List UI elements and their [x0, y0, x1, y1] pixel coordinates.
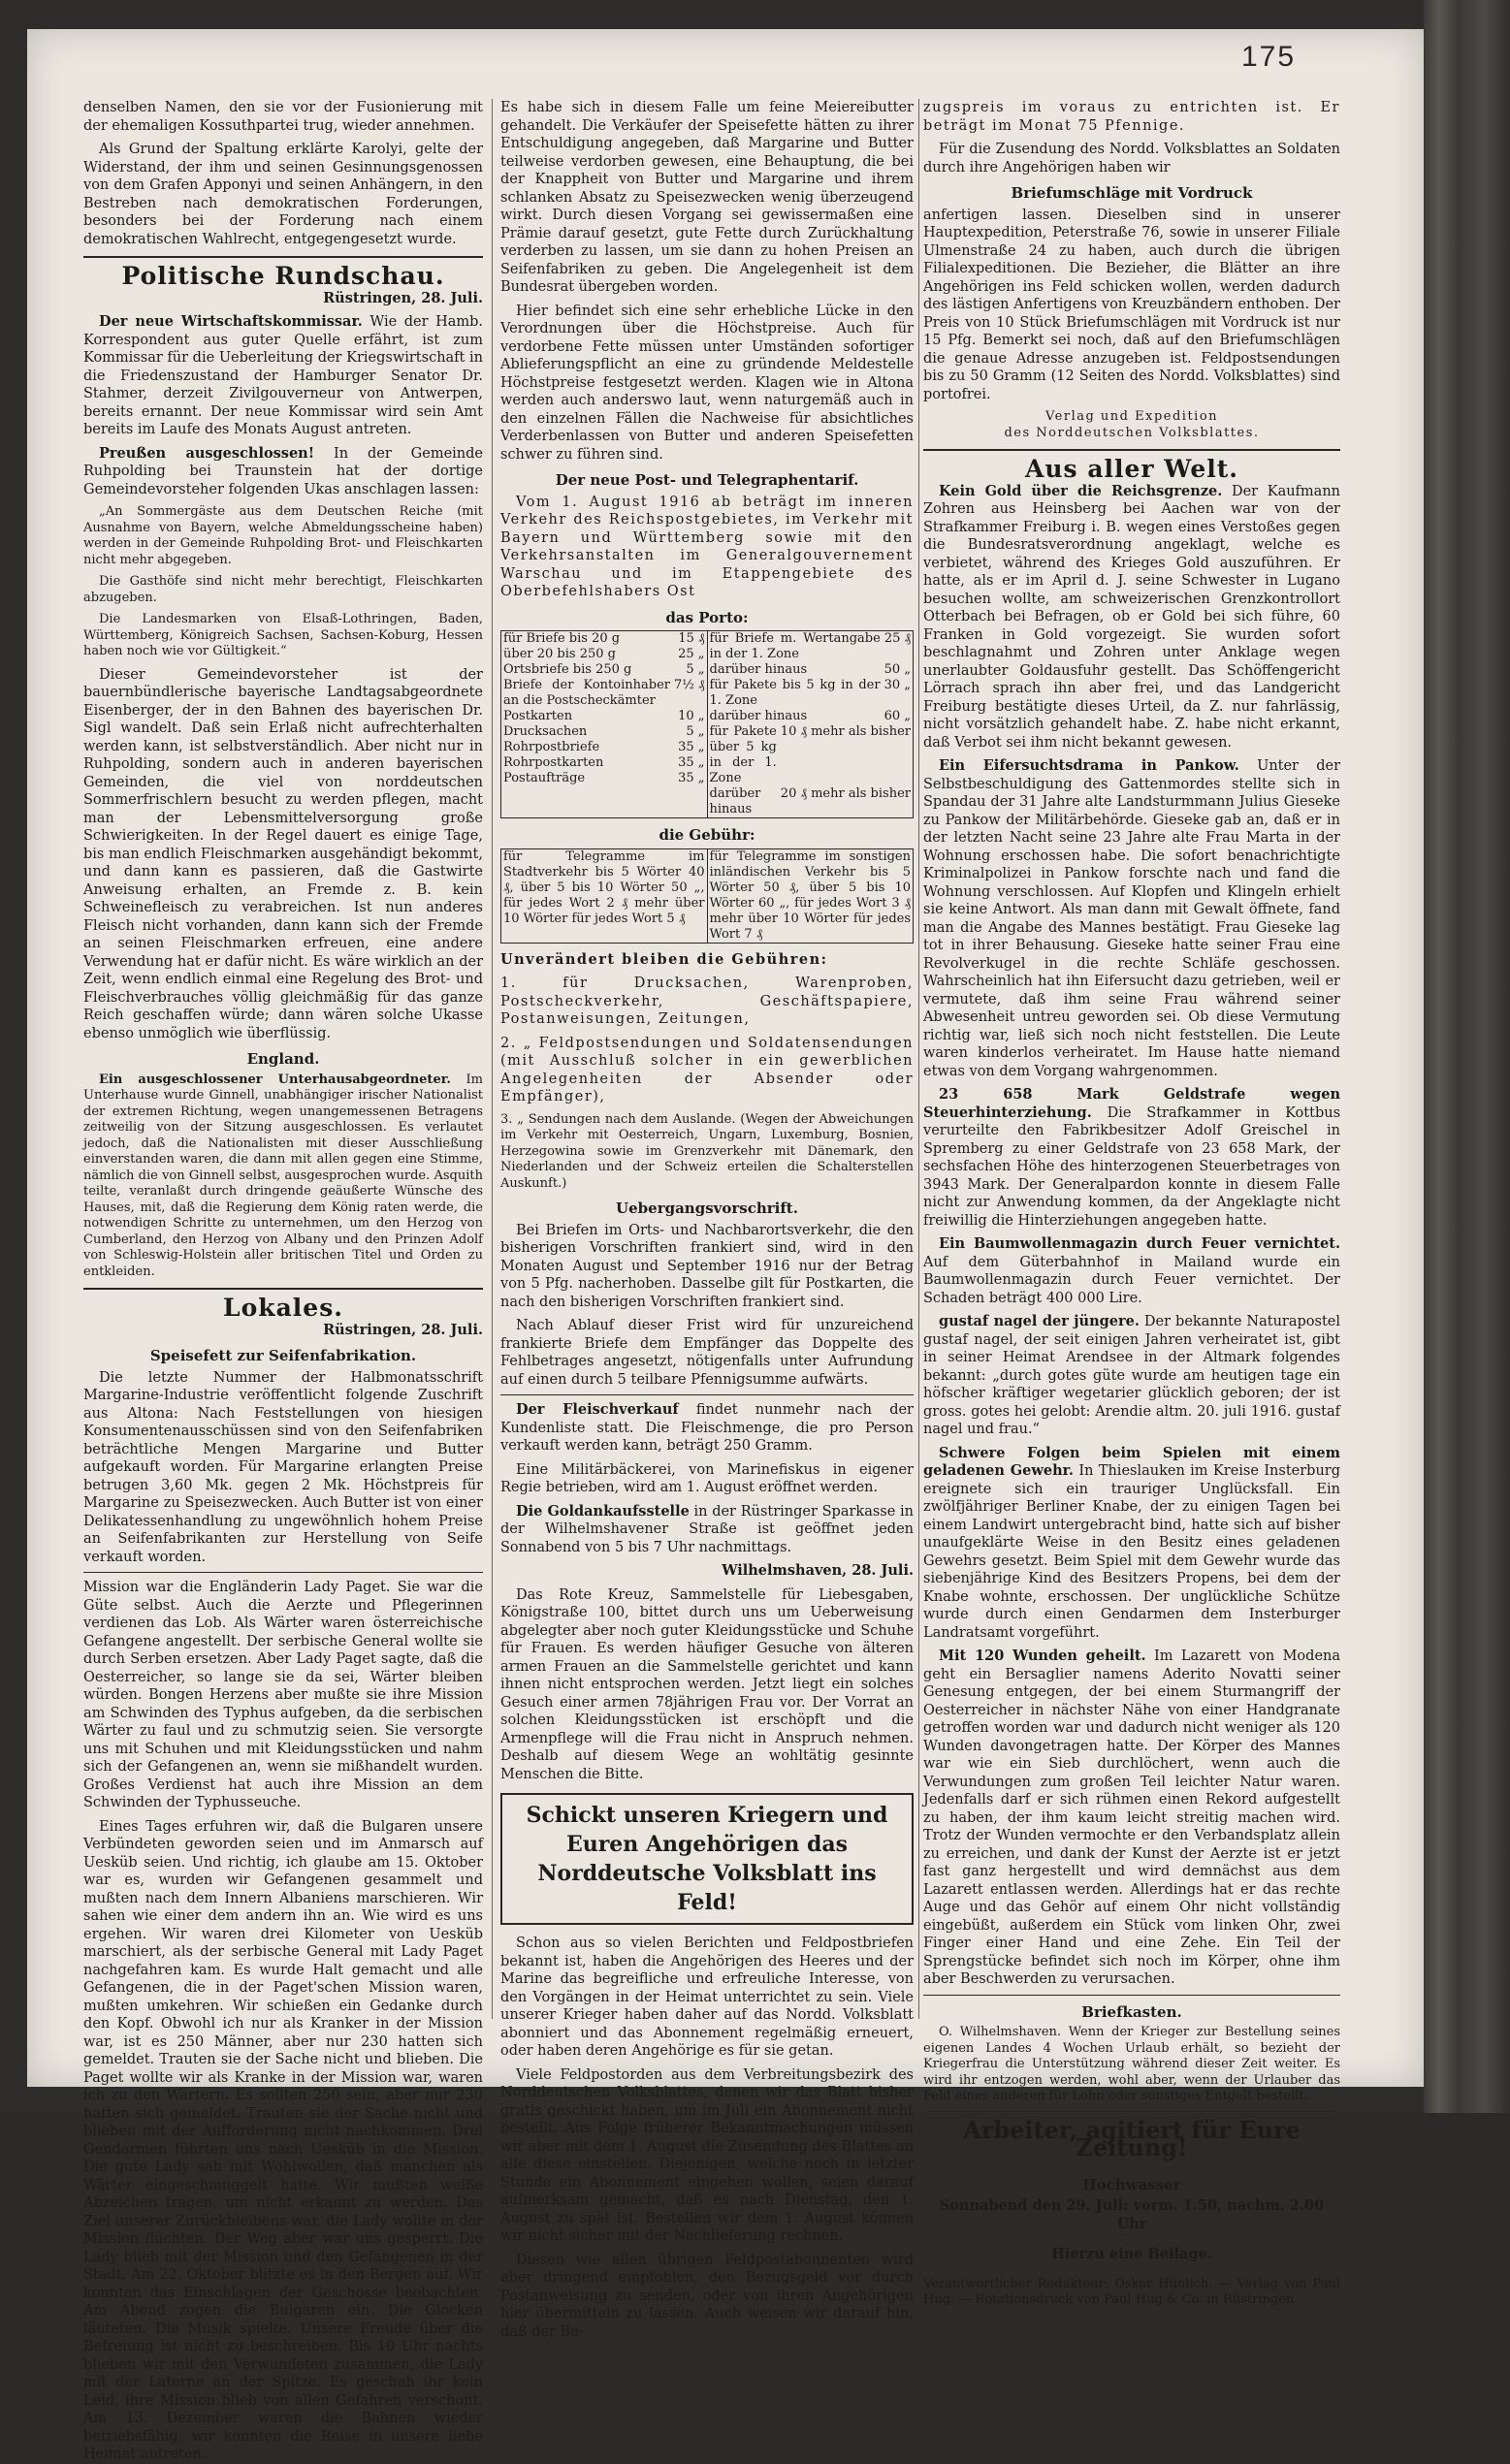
divider — [923, 1995, 1340, 1996]
column-2 — [500, 99, 914, 2340]
paragraph-heading: Ein ausgeschlossener Unterhausabgeordneter. — [99, 1072, 451, 1087]
rate-value: 10 ₰ mehr als bisher — [780, 724, 911, 739]
paragraph-heading: Der neue Wirtschaftskommissar. — [99, 313, 363, 330]
rate-value: 35 „ — [678, 755, 705, 770]
paragraph: Eine Militärbäckerei, von Marinefiskus in eigener Regie betrieben, wird am 1. August eröffnet werden. — [500, 1461, 914, 1495]
divider — [83, 1572, 483, 1573]
paragraph: Als Grund der Spaltung erklärte Karolyi, gelte der Widerstand, der ihm und seinen Gesinnungsgenossen von dem Grafen Apponyi und seinen Anhängern, in den Bestreben nach demokratischen Forderungen, besonders bei der Forderung nach einem demokratischen Wahlrecht, entgegengesetzt wurde. — [83, 142, 483, 247]
column-1 — [83, 99, 484, 2462]
paragraph — [500, 1401, 914, 1456]
porto-right-list — [710, 631, 912, 817]
paragraph — [923, 757, 1340, 1080]
paragraph: Hier befindet sich eine sehr erhebliche Lücke in den Verordnungen über die Höchstpreise. Auch für verdorbene Fette müssen unter Umständen sofortiger Ablieferungspflicht an eine zu gründende Meldestelle Höchstpreise festgesetzt werden. Klagen wie in Altona werden auch anderswo laut, wenn naturgemäß auch in den einzelnen Fällen die Nachweise für absichtliches Verderbenlassen von Butter und anderen Speisefetten schwer zu führen sind. — [500, 303, 914, 463]
quote: Die Gasthöfe sind nicht mehr berechtigt, Fleischkarten abzugeben. — [83, 574, 483, 605]
rate-label: für Briefe bis 20 g — [503, 631, 621, 646]
dateline: Wilhelmshaven, 28. Juli. — [722, 1562, 914, 1579]
article-title: Speisefett zur Seifenfabrikation. — [149, 1347, 417, 1364]
subscription-advert: Schickt unseren Kriegern und Euren Angehörigen das Norddeutsche Volksblatt ins Feld! — [500, 1793, 914, 1925]
rate-value: 35 „ — [678, 771, 705, 785]
dateline: Rüstringen, 28. Juli. — [323, 289, 483, 306]
gebuehr-left: für Telegramme im Stadtverkehr bis 5 Wörter 40 ₰, über 5 bis 10 Wörter 50 „, für jedes Wort 2 ₰ mehr über 10 Wörter für jedes Wort 5 ₰ — [503, 848, 705, 926]
paragraph-heading: Kein Gold über die Reichsgrenze. — [939, 482, 1223, 499]
paragraph: Es habe sich in diesem Falle um feine Meiereibutter gehandelt. Die Verkäufer der Speisefette hätten zu ihrer Entschuldigung angegeben, daß Margarine und Butter teilweise verdorben gewesen, eine Behauptung, die bei der Knappheit von Butter und Margarine und ihrem schlanken Absatz zu Speisezwecken wenig überzeugend wirkt. Durch diesen Vorgang sei gewissermaßen eine Prämie darauf gesetzt, gute Fette durch Zurückhaltung verderben zu lassen, um sie dann zu hohen Preisen an Seifenfabriken zu geben. Die Angelegenheit ist dem Bundesrat übergeben worden. — [500, 100, 914, 295]
paragraph-heading: 23 658 Mark Geldstrafe wegen Steuerhinterziehung. — [923, 1086, 1340, 1121]
section-title: Aus aller Welt. — [1024, 455, 1239, 483]
divider — [923, 2167, 1340, 2168]
subsection-title: England. — [246, 1050, 320, 1068]
divider — [500, 1394, 914, 1395]
rate-label: für Briefe m. Wertangabe in der 1. Zone — [709, 631, 881, 661]
gebuehr-table — [500, 848, 914, 944]
paragraph-text: Der bekannte Naturapostel gustaf nagel, der seit einigen Jahren verheiratet ist, gibt in seiner Heimat Arendsee in der Altmark folgendes bekannt: „durch gotes güte wurde am heutigen tage ein höfscher kräftiger wegetarier glücklich geboren; der ist gross. gotes hei gelobt: Arendie altm. 20. juli 1916. gustaf nagel und frau.“ — [923, 1314, 1340, 1437]
divider — [923, 2111, 1340, 2112]
paragraph: anfertigen lassen. Dieselben sind in unserer Hauptexpedition, Peterstraße 76, sowie in unserer Filiale Ulmenstraße 24 zu haben, auch durch die übrigen Filialexpeditionen. Die Bezieher, die Blätter an ihre Angehörigen ins Feld schicken wollen, werden dadurch des lästigen Anfertigens von Kreuzbändern enthoben. Der Preis von 10 Stück Briefumschlägen mit Vordruck ist nur 15 Pfg. Bemerkt sei noch, daß auf den Briefumschlägen die genaue Adresse anzugeben ist. Feldpostsendungen bis zu 50 Gramm (12 Seiten des Nordd. Volksblattes) sind portofrei. — [923, 207, 1340, 402]
section-title: Lokales. — [223, 1294, 343, 1322]
column-divider — [918, 99, 919, 2019]
rate-row — [710, 786, 912, 817]
rate-value: 25 ₰ — [884, 631, 911, 646]
rate-value: 20 ₰ mehr als bisher — [780, 786, 911, 801]
gebuehr-right: für Telegramme im sonstigen inländischen Verkehr bis 5 Wörter 50 ₰, über 5 bis 10 Wörter 60 „, für jedes Wort 3 ₰ mehr über 10 Wörter für jedes Wort 7 ₰ — [707, 848, 914, 943]
signature: des Norddeutschen Volksblattes. — [1004, 425, 1260, 440]
rate-value: 35 „ — [678, 740, 705, 754]
rate-label: für Pakete über 5 kg in der 1. Zone — [709, 724, 777, 785]
column-3 — [923, 99, 1341, 2307]
paragraph: Das Rote Kreuz, Sammelstelle für Liebesgaben, Königstraße 100, bittet durch uns um Ueberweisung abgelegter aber noch guter Kleidungsstücke und Schuhe für Frauen. Es werden häufiger Gesuche von älteren armen Frauen an die Sammelstelle gerichtet und kann ihnen nicht entsprochen werden. Jetzt liegt ein solches Gesuch einer armen 78jährigen Frau vor. Der Vorrat an solchen Kleidungsstücken ist erschöpft und die Armenpflege will die Frau nicht in Anspruch nehmen. Deshalb auf diesem Wege an wohltätig gesinnte Menschen die Bitte. — [500, 1586, 914, 1782]
paragraph — [923, 1086, 1340, 1230]
paragraph: Die letzte Nummer der Halbmonatsschrift Margarine-Industrie veröffentlicht folgende Zuschrift aus Altona: Nach Feststellungen von hiesigen Konsumentenausschüssen sind von den Seifenfabriken beträchtliche Mengen Margarine und Butter aufgekauft worden. Für Margarine erlangten Preise betrugen 3,60 Mk. gegen 2 Mk. Höchstpreis für Margarine zu Speisezwecken. Auch Butter ist von einer Delikatessenhandlung zu ungewöhnlich hohem Preise an Seifenfabrikanten zur Herstellung von Seife verkauft worden. — [83, 1369, 483, 1565]
rate-row — [503, 709, 705, 724]
rate-row — [503, 740, 705, 755]
paragraph: Nach Ablauf dieser Frist wird für unzureichend frankierte Briefe dem Empfänger das Doppelte des Fehlbetrages angesetzt, nötigenfalls unter Aufrundung auf einen durch 5 teilbare Pfennigsumme aufwärts. — [500, 1318, 914, 1388]
subsection-title: das Porto: — [665, 608, 749, 626]
rate-label: Rohrpostkarten — [503, 755, 604, 770]
subsection-title: die Gebühr: — [659, 826, 755, 844]
rate-value: 5 „ — [686, 724, 705, 739]
rate-row — [503, 647, 705, 662]
list-item: 3. „ Sendungen nach dem Auslande. (Wegen der Abweichungen im Verkehr mit Oesterreich, Ungarn, Luxemburg, Bosnien, Herzegowina sowie im Grenzverkehr mit Dänemark, den Niederlanden und der Schweiz erteilen die Schalterstellen Auskunft.) — [500, 1111, 914, 1191]
paragraph-text: Im Unterhause wurde Ginnell, unabhängiger irischer Nationalist der extremen Richtung, wegen unangemessenen Betragens zeitweilig von der Sitzung ausgeschlossen. Es verlautet jedoch, daß die Nationalisten mit dieser Ausschließung einverstanden waren, die dann mit allen gegen eine Stimme, nämlich die von Ginnell selbst, ausgesprochen wurde. Asquith teilte, veranlaßt durch dringende geäußerte Wünsche des Hauses, mit, daß die Regierung dem König raten werde, die notwendigen Schritte zu unternehmen, um den Herzog von Cumberland, den Herzog von Albany und den Prinzen Adolf von Schleswig-Holstein aller britischen Titel und Orden zu entkleiden. — [83, 1072, 484, 1279]
paragraph-heading: Mit 120 Wunden geheilt. — [939, 1648, 1146, 1664]
quote: „An Sommergäste aus dem Deutschen Reiche (mit Ausnahme von Bayern, welche Abmeldungsscheine haben) werden in der Gemeinde Ruhpolding Brot- und Fleischkarten nicht mehr abgegeben. — [83, 504, 483, 567]
paragraph-heading: Schwere Folgen beim Spielen mit einem geladenen Gewehr. — [923, 1444, 1340, 1479]
rate-value: 30 „ — [884, 678, 911, 692]
divider — [923, 449, 1340, 451]
paragraph — [83, 313, 483, 439]
rate-value: 50 „ — [884, 662, 911, 677]
dateline: Rüstringen, 28. Juli. — [323, 1321, 483, 1338]
divider — [923, 2270, 1340, 2271]
article-title: Der neue Post- und Telegraphentarif. — [555, 471, 859, 489]
imprint: Verantwortlicher Redakteur: Oskar Hünlich. — Verlag von Paul Hug. — Rotationsdruck von Paul Hug & Co. in Rüstringen. — [923, 2276, 1340, 2307]
rate-label: Ortsbriefe bis 250 g — [503, 662, 632, 677]
divider — [83, 256, 483, 258]
divider — [83, 1288, 483, 1290]
rate-row — [503, 631, 705, 647]
divider — [923, 2239, 1340, 2240]
paragraph-heading: Ein Eifersuchtsdrama in Pankow. — [939, 757, 1239, 774]
paragraph — [500, 1503, 914, 1557]
rate-value: 10 „ — [678, 709, 705, 723]
porto-left-list — [503, 631, 705, 786]
rate-row — [503, 662, 705, 678]
rate-row — [503, 771, 705, 786]
paragraph-heading: Der Fleischverkauf — [516, 1401, 679, 1418]
paragraph-text: In der Gemeinde Ruhpolding bei Traunstein hat der dortige Gemeindevorsteher folgenden Ukas anschlagen lassen: — [83, 445, 483, 497]
paragraph — [83, 1072, 483, 1281]
signature: Verlag und Expedition — [1044, 409, 1219, 424]
rate-row — [710, 631, 912, 662]
paragraph — [923, 1445, 1340, 1643]
paragraph-text: in der Rüstringer Sparkasse in der Wilhelmshavener Straße ist geöffnet jeden Sonnabend von 5 bis 7 Uhr nachmittags. — [500, 1503, 914, 1555]
tide-times: Sonnabend den 29. Juli: vorm. 1.50, nachm. 2.00 Uhr — [939, 2197, 1325, 2232]
subsection-title: Uebergangsvorschrift. — [616, 1200, 798, 1217]
paragraph-heading: Die Goldankaufsstelle — [516, 1502, 690, 1520]
paragraph: Schon aus so vielen Berichten und Feldpostbriefen bekannt ist, haben die Angehörigen des Heeres und der Marine das begreifliche und erfreuliche Interesse, von den Vorgängen in der Heimat unterrichtet zu sein. Viele unserer Krieger haben daher auf das Nordd. Volksblatt abonniert und das Abonnement regelmäßig erneuert, oder haben deren Angehörige es für sie getan. — [500, 1936, 914, 2059]
paragraph-text: In Thieslauken im Kreise Insterburg ereignete sich ein trauriger Unglücksfall. Ein zwölfjähriger Berliner Knabe, der zu einigen Tagen bei einem Landwirt untergebracht bind, hatte sich auf bisher unaufgeklärte Weise in den Besitz eines geladenen Gewehrs gesetzt. Beim Spiel mit dem Gewehr wurde das siebenjährige Kind des Besitzers Propens, bei dem der Knabe wohnte, erschossen. Der unglückliche Schütze wurde durch einen Gendarmen dem Insterburger Landratsamt vorgeführt. — [923, 1463, 1340, 1641]
rate-row — [710, 662, 912, 678]
list-item: 2. „ Feldpostsendungen und Soldatensendungen (mit Ausschluß solcher in ein gewerblichen Angelegenheiten der Absender oder Empfänger), — [500, 1035, 914, 1104]
paragraph: Unverändert bleiben die Gebühren: — [500, 950, 828, 968]
rate-row — [503, 755, 705, 771]
paragraph — [83, 445, 483, 499]
rate-row — [710, 678, 912, 709]
paragraph: zugspreis im voraus zu entrichten ist. Er beträgt im Monat 75 Pfennige. — [923, 100, 1340, 134]
porto-table — [500, 630, 914, 818]
quote: Die Landesmarken von Elsaß-Lothringen, Baden, Württemberg, Königreich Sachsen, Sachsen-Koburg, Hessen haben noch wie vor Gültigkeit.“ — [83, 612, 483, 658]
paragraph: Für die Zusendung des Nordd. Volksblattes an Soldaten durch ihre Angehörigen haben wir — [923, 142, 1340, 176]
paragraph: Bei Briefen im Orts- und Nachbarortsverkehr, die den bisherigen Vorschriften frankiert sind, wird in den Monaten August und September 1916 nur der Betrag von 5 Pfg. nacherhoben. Dasselbe gilt für Postkarten, die nach den bisherigen Vorschriften frankiert sind. — [500, 1222, 914, 1310]
rate-label: Briefe der Kontoinhaber an die Postscheckämter — [503, 678, 670, 708]
paragraph-text: Der Kaufmann Zohren aus Heinsberg bei Aachen war von der Strafkammer Freiburg i. B. wegen eines Verstoßes gegen die Bundesratsverordnung angeklagt, welche es verbietet, während des Krieges Gold auszuführen. Er hatte, als er im April d. J. seine Schwester in Lugano besuchen wollte, am schweizerischen Grenzkontrollort Otterbach bei Befragen, ob er Gold bei sich führe, 60 Franken in Gold vorgezeigt. Sie wurden sofort beschlagnahmt und Zohren unter Anklage wegen unerlaubter Goldausfuhr gestellt. Das Schöffengericht Lörrach sprach ihn aber frei, und das Landgericht Freiburg bestätigte dieses Urteil, da Z. nur fahrlässig, nicht vorsätzlich gehandelt habe. Z. habe nicht erkannt, daß Verbot sei ihm nicht bekannt gewesen. — [923, 483, 1340, 751]
paragraph-heading: Ein Baumwollenmagazin durch Feuer vernichtet. — [939, 1235, 1340, 1252]
paragraph-text: Unter der Selbstbeschuldigung des Gattenmordes stellte sich in Spandau der 31 Jahre alte Landsturmmann Julius Gieseke zu Pankow der Militärbehörde. Gieseke gab an, daß er in der letzten Nacht seine 23 Jahre alte Frau Marta in der Wohnung erschossen habe. Die sofort benachrichtigte Kriminalpolizei in Pankow forschte nach und fand die Wohnung verschlossen. Auf Klopfen und Klingeln erhielt sie keine Antwort. Als man dann mit Gewalt öffnete, fand man die Angabe des Mannes bestätigt. Frau Gieseke lag tot in ihrer Behausung. Gieseke hatte seiner Frau eine Revolverkugel in die rechte Schläfe geschossen. Wahrscheinlich hat ihn Eifersucht dazu getrieben, weil er vermutete, daß ihm seine Frau während seiner Abwesenheit untreu geworden sei. Ob diese Vermutung richtig war, ließ sich noch nicht feststellen. Die Leute waren kinderlos verheiratet. Im Hause hatte niemand etwas von dem Vorgang wahrgenommen. — [923, 758, 1340, 1079]
paragraph: Diesen wie allen übrigen Feldpostabonnenten wird aber dringend empfohlen, den Bezugsgeld vor durch Postanweisung zu senden, oder von ihren Angehörigen hier übermitteln zu lassen. Auch weisen wir darauf hin, daß der Be- — [500, 2252, 914, 2340]
porto-right-cell — [707, 631, 914, 818]
subsection-title: Hochwasser — [1082, 2175, 1181, 2193]
paragraph-text: Im Lazarett von Modena geht ein Bersaglier namens Aderito Novatti seiner Genesung entgegen, der bei einem Sturmangriff der Oesterreicher in nächster Nähe von einer Handgranate getroffen worden war und dadurch nicht weniger als 120 Wunden davongetragen hatte. Der Körper des Mannes war wie ein Sieb durchlöchert, wenn auch die Verwundungen zum großen Teil leichter Natur waren. Jedenfalls darf er sich rühmen einen Rekord aufgestellt zu haben, der ihm kaum leicht streitig machen wird. Trotz der Wunden vermochte er den Verbandsplatz allein zu erreichen, und dank der Kunst der Aerzte ist er jetzt fast ganz hergestellt und wird demnächst aus dem Lazarett entlassen werden. Allerdings hat er das rechte Auge und das Gehör auf einem Ohr nicht vollständig eingebüßt, außerdem ein Stück vom linken Ohr, zwei Finger einer Hand und eine Zehe. Ein Teil der Sprengstücke befindet sich noch im Körper, ohne ihm aber Beschwerden zu verursachen. — [923, 1648, 1341, 1987]
rate-label: darüber hinaus — [709, 786, 761, 816]
paragraph: Mission war die Engländerin Lady Paget. Sie war die Güte selbst. Auch die Aerzte und Pflegerinnen verdienen das Lob. Als Wärter waren österreichische Gefangene angestellt. Der serbische General wollte sie durch Serben ersetzen. Aber Lady Paget sagte, daß die Oesterreicher, so lange sie da sei, Wärter bleiben würden. Bongen Herzens aber mußte sie ihre Mission am Schwinden des Typhus aufgeben, da die serbischen Wärter zu faul und zu schmutzig seien. Sie versorgte uns mit Schuhen und mit Kleidungsstücken und nahm sich der Gefangenen an, wenn sie mißhandelt wurden. Großes Verdienst hat auch ihre Mission an dem Schwinden der Typhusseuche. — [83, 1580, 483, 1810]
paragraph: Dieser Gemeindevorsteher ist der bauernbündlerische bayerische Landtagsabgeordnete Eisenberger, der in den Bahnen des bayerischen Dr. Sigl wandelt. Daß sein Erlaß nicht aufrechterhalten werden kann, ist selbstverständlich. Aber nicht nur in Ruhpolding, sondern auch in anderen bayerischen Gemeinden, die viel von norddeutschen Sommerfrischlern besucht zu werden pflegen, macht man der Lebensmittelversorgung große Schwierigkeiten. In der Regel dauert es einige Tage, bis man endlich Fleischmarken ausgehändigt bekommt, und dann kann es passieren, daß die Gastwirte Anweisung erhalten, an Fremde z. B. kein Schweinefleisch zu verabreichen. Ist nun anderes Fleisch nicht vorhanden, dann kann sich der Fremde an seinen Fleischmarken erfreuen, eine andere Verwendung hat er dafür nicht. Es wäre wirklich an der Zeit, wenn endlich einmal eine Regelung des Brot- und Fleischverbrauches völlig gleichmäßig für das ganze Reich geschaffen würde; dann wären solche Ukasse ebenso unmöglich wie überflüssig. — [83, 666, 483, 1041]
subsection-title: Briefumschläge mit Vordruck — [1011, 184, 1253, 202]
supplement-note: Hierzu eine Beilage. — [1051, 2246, 1212, 2262]
book-binding — [1424, 0, 1510, 2113]
rate-label: darüber hinaus — [709, 709, 808, 723]
paragraph — [923, 1235, 1340, 1307]
paragraph-text: findet nunmehr nach der Kundenliste statt. Die Fleischmenge, die pro Person verkauft werden kann, beträgt 250 Gramm. — [500, 1402, 914, 1454]
rate-row — [710, 709, 912, 724]
rate-label: Rohrpostbriefe — [503, 740, 600, 754]
rate-value: 60 „ — [884, 709, 911, 723]
paragraph: O. Wilhelmshaven. Wenn der Krieger zur Bestellung seines eigenen Landes 4 Wochen Urlaub erhält, so bezieht der Kriegerfrau die Unterstützung während dieser Zeit weiter. Es wird ihr entzogen werden, wohl aber, wenn der Urlauber das Feld eines anderen für Lohn oder sonstiges Entgelt bestellt. — [923, 2025, 1340, 2103]
rate-label: über 20 bis 250 g — [503, 647, 616, 661]
paragraph-text: Die Strafkammer in Kottbus verurteilte den Fabrikbesitzer Adolf Greischel in Spremberg zu einer Geldstrafe von 23 658 Mark, der sechsfachen Höhe des hinterzogenen Steuerbetrages von 3943 Mark. Der Generalpardon konnte in diesem Falle nicht zur Anwendung kommen, da der Angeklagte nicht freiwillig die Hinterziehungen angegeben hatte. — [923, 1104, 1341, 1229]
rate-label: für Pakete bis 5 kg in der 1. Zone — [709, 678, 881, 708]
rate-value: 7½ ₰ — [673, 678, 705, 692]
paragraph: Vom 1. August 1916 ab beträgt im inneren Verkehr des Reichspostgebietes, im Verkehr mit Bayern und Württemberg sowie mit den Verkehrsanstalten im Generalgouvernement Warschau und im Etappengebiete des Oberbefehlshabers Ost — [500, 494, 914, 599]
paragraph-heading: Preußen ausgeschlossen! — [99, 444, 315, 462]
paragraph-text: Wie der Hamb. Korrespondent aus guter Quelle erfährt, ist zum Kommissar für die Ueberleitung der Kriegswirtschaft in die Friedenszustand der Hamburger Senator Dr. Stahmer, derzeit Zivilgouverneur von Antwerpen, bereits ernannt. Der neue Kommissar wird sein Amt bereits im Laufe des Monats August antreten. — [83, 314, 483, 437]
paragraph: Eines Tages erfuhren wir, daß die Bulgaren unsere Verbündeten geworden seien und im Anmarsch auf Uesküb seien. Und richtig, ich glaube am 15. Oktober war es, wurden wir Gefangenen gesammelt und mußten nach dem Innern Albaniens marschieren. Wir sahen wie einer dem andern ihn an. Wie wird es uns ergehen. Wir waren drei Kilometer von Uesküb marschiert, als der serbische General mit Lady Paget nachgefahren kam. Es wurde Halt gemacht und alle Gefangenen, die in der Paget'schen Mission waren, mußten umkehren. Wir schießen ein Gedanke durch den Kopf. Obwohl ich nur als Kranker in der Mission war, ist es 250 Männer, aber nur 230 hatten sich gemeldet. Trauten sie der Sache nicht und blieben. Die Paget wollte wir als Kranke in der Mission war, waren ich zu den Wärtern. Es sollten 250 sein, aber nur 230 hatten sich gemeldet. Trauten sie der Sache nicht und blieben mit der Aufforderung nicht nachkommen. Drei Gendarmen führten uns nach Uesküb in die Mission. Die gute Lady sah mit Wohlwollen, daß manchen als Wärter eingeschmuggelt hatte. Wir mußten weiße Abzeichen tragen, um nicht erkannt zu werden. Das Ziel unserer Zurückbleibens war, die Lady wollte in der Mission flüchten. Der Weg aber war uns gesperrt. Die Lady blieb mit der Mission und den Gefangenen in der Stadt. Am 22. Oktober blitzte es in den Bergen auf. Wir konnten das Einschlagen der Geschosse beobachten. Am Abend zogen die Bulgaren ein. Die Glocken läuteten. Die Musik spielte. Unsere Freude über die Befreiung ist nicht zu beschreiben. Bis 10 Uhr nachts blieben wir mit den Verwundeten zusammen, die Lady mit der Laterne an der Spitze. Es geschah ihr kein Leid, ihre Mission blieb von allen Gefahren verschont. Am 13. Dezember waren die Bahnen wieder betriebsfähig, wir konnten die Reise in unsere liebe Heimat antreten. — [83, 1818, 483, 2462]
rate-label: Postaufträge — [503, 771, 586, 785]
rate-value: 5 „ — [686, 662, 705, 677]
rate-row — [503, 724, 705, 740]
rate-value: 15 ₰ — [678, 631, 705, 646]
paragraph — [923, 1648, 1340, 1989]
column-divider — [492, 99, 493, 2019]
rate-row — [710, 724, 912, 786]
rate-label: Postkarten — [503, 709, 573, 723]
paragraph: denselben Namen, den sie vor der Fusionierung mit der ehemaligen Kossuthpartei trug, wieder annehmen. — [83, 100, 483, 134]
paragraph — [923, 483, 1340, 752]
subsection-title: Briefkasten. — [1081, 2002, 1182, 2021]
paragraph-heading: gustaf nagel der jüngere. — [939, 1313, 1140, 1329]
page-number: 175 — [1241, 41, 1297, 73]
rate-label: Drucksachen — [503, 724, 588, 739]
rate-value: 25 „ — [678, 647, 705, 661]
rate-label: darüber hinaus — [709, 662, 808, 677]
paragraph-text: Auf dem Güterbahnhof in Mailand wurde ein Baumwollenmagazin durch Feuer vernichtet. Der Schaden beträgt 400 000 Lire. — [923, 1254, 1340, 1306]
agitation-slogan: Arbeiter, agitiert für Eure Zeitung! — [963, 2115, 1301, 2161]
paragraph: Viele Feldpostorden aus dem Verbreitungsbezirk des Norddeutschen Volksblattes, denen wir das Blatt bisher gratis geschickt haben, um im Juli ein Abonnement nicht bestellt. Aus Folge früherer Bekanntmachungen müssen wir aber mit dem 1. August die Zusendung des Blattes an alle diese einstellen. Diejenigen, welche noch in letzter Stunde ein Abonnement eingehen wollen, seien darauf aufmerksam gemacht, daß es nach Dienstag, den 1. August zu spät ist. Bestellen wir dem 1. August können wir nicht sicher mit der Nachlieferung rechnen. — [500, 2066, 914, 2244]
porto-left-cell — [501, 631, 708, 818]
list-item: 1. für Drucksachen, Warenproben, Postscheckverkehr, Geschäftspapiere, Postanweisungen, Zeitungen, — [500, 976, 914, 1027]
rate-row — [503, 678, 705, 709]
paragraph — [923, 1313, 1340, 1439]
section-title: Politische Rundschau. — [121, 262, 445, 290]
